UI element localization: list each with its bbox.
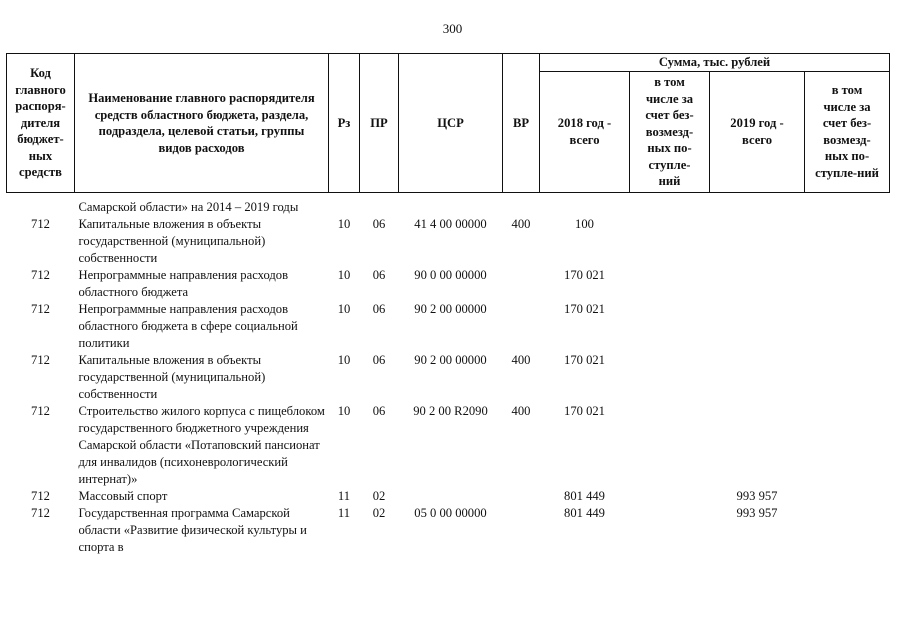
cell-2019-total (710, 403, 805, 488)
header-sum: Сумма, тыс. рублей (540, 54, 890, 72)
header-2019-total: 2019 год - всего (710, 71, 805, 193)
cell-pr: 02 (372, 489, 386, 503)
cell-2019-total: 993 957 (736, 506, 778, 520)
cell-2018-grants (630, 193, 710, 217)
cell-rz: 11 (337, 506, 351, 520)
cell-rz: 11 (337, 489, 351, 503)
cell-vr (503, 267, 540, 301)
cell-2019-total (710, 301, 805, 352)
cell-vr: 400 (511, 353, 531, 367)
table-body (7, 193, 890, 557)
cell-code: 712 (31, 268, 50, 282)
cell-2019-grants (805, 301, 890, 352)
cell-pr: 06 (372, 268, 386, 282)
cell-vr (503, 301, 540, 352)
cell-pr: 06 (372, 302, 386, 316)
header-name: Наименование главного распорядителя средств областного бюджета, раздела, подраздела, целевой статьи, группы видов расходов (75, 54, 329, 193)
cell-2019-total (710, 267, 805, 301)
cell-2018-total: 170 021 (564, 353, 605, 367)
table-row (7, 488, 890, 505)
cell-2019-grants (805, 352, 890, 403)
cell-name: Самарской области» на 2014 – 2019 годы (78, 200, 299, 214)
cell-2019-grants (805, 403, 890, 488)
cell-2018-total: 170 021 (564, 268, 605, 282)
table-row (7, 267, 890, 301)
header-csr: ЦСР (399, 54, 503, 193)
cell-2019-total: 993 957 (736, 489, 778, 503)
cell-2019-grants (805, 193, 890, 217)
cell-2018-total: 801 449 (564, 506, 605, 520)
table-row (7, 403, 890, 488)
cell-csr (399, 193, 503, 217)
cell-csr: 90 2 00 R2090 (413, 404, 488, 418)
cell-csr: 90 2 00 00000 (414, 353, 487, 367)
cell-2018-total: 170 021 (564, 302, 605, 316)
table-row (7, 301, 890, 352)
cell-csr: 90 2 00 00000 (414, 302, 487, 316)
cell-2018-grants (630, 301, 710, 352)
cell-code: 712 (31, 489, 50, 503)
cell-2018-total: 801 449 (564, 489, 605, 503)
cell-rz: 10 (337, 217, 351, 231)
cell-vr (503, 193, 540, 217)
cell-vr: 400 (511, 404, 531, 418)
cell-2019-grants (805, 216, 890, 267)
cell-csr (399, 488, 503, 505)
cell-2018-total (540, 193, 630, 217)
cell-2018-grants (630, 488, 710, 505)
budget-table (6, 53, 890, 556)
cell-code: 712 (31, 217, 50, 231)
header-pr: ПР (360, 54, 399, 193)
cell-vr (503, 488, 540, 505)
cell-name: Государственная программа Самарской области «Развитие физической культуры и спорта в (78, 506, 307, 554)
cell-vr (503, 505, 540, 556)
cell-2018-total: 170 021 (564, 404, 605, 418)
cell-rz: 10 (337, 353, 351, 367)
cell-2018-grants (630, 352, 710, 403)
cell-vr: 400 (511, 217, 531, 231)
cell-code: 712 (31, 404, 50, 418)
cell-name: Капитальные вложения в объекты государственной (муниципальной) собственности (78, 217, 266, 265)
table-header (7, 54, 890, 193)
cell-2019-total (710, 216, 805, 267)
cell-code (7, 193, 75, 217)
cell-name: Непрограммные направления расходов областного бюджета (78, 268, 289, 299)
page-number: 300 (442, 21, 463, 36)
cell-2018-grants (630, 403, 710, 488)
table-row (7, 216, 890, 267)
header-vr: ВР (503, 54, 540, 193)
cell-rz: 10 (337, 302, 351, 316)
cell-pr: 06 (372, 353, 386, 367)
cell-rz: 10 (337, 404, 351, 418)
table-row (7, 352, 890, 403)
cell-pr (360, 193, 399, 217)
table-row (7, 505, 890, 556)
cell-2019-grants (805, 267, 890, 301)
cell-rz: 10 (337, 268, 351, 282)
cell-2019-total (710, 193, 805, 217)
header-2019-grants: в том числе за счет без-возмезд-ных по-ступле-ний (805, 71, 890, 193)
cell-2018-grants (630, 216, 710, 267)
cell-2018-total: 100 (575, 217, 594, 231)
cell-pr: 06 (372, 217, 386, 231)
header-code: Код главного распоря-дителя бюджет-ных средств (7, 54, 75, 193)
cell-code: 712 (31, 302, 50, 316)
header-rz: Рз (329, 54, 360, 193)
header-2018-grants: в том числе за счет без-возмезд-ных по-ступле-ний (630, 71, 710, 193)
cell-name: Массовый спорт (78, 489, 168, 503)
cell-csr: 90 0 00 00000 (414, 268, 487, 282)
cell-name: Строительство жилого корпуса с пищеблоком государственного бюджетного учреждения Самарской области «Потаповский пансионат для инвалидов (психоневрологический интернат)» (78, 404, 325, 486)
table-row (7, 193, 890, 217)
cell-csr: 41 4 00 00000 (414, 217, 487, 231)
header-2018-total: 2018 год - всего (540, 71, 630, 193)
cell-2018-grants (630, 505, 710, 556)
cell-code: 712 (31, 353, 50, 367)
cell-name: Капитальные вложения в объекты государственной (муниципальной) собственности (78, 353, 266, 401)
cell-name: Непрограммные направления расходов областного бюджета в сфере социальной политики (78, 302, 298, 350)
cell-2019-grants (805, 488, 890, 505)
cell-csr: 05 0 00 00000 (414, 506, 487, 520)
cell-2018-grants (630, 267, 710, 301)
cell-2019-grants (805, 505, 890, 556)
cell-code: 712 (31, 506, 50, 520)
cell-2019-total (710, 352, 805, 403)
cell-pr: 02 (372, 506, 386, 520)
cell-rz (329, 193, 360, 217)
cell-pr: 06 (372, 404, 386, 418)
